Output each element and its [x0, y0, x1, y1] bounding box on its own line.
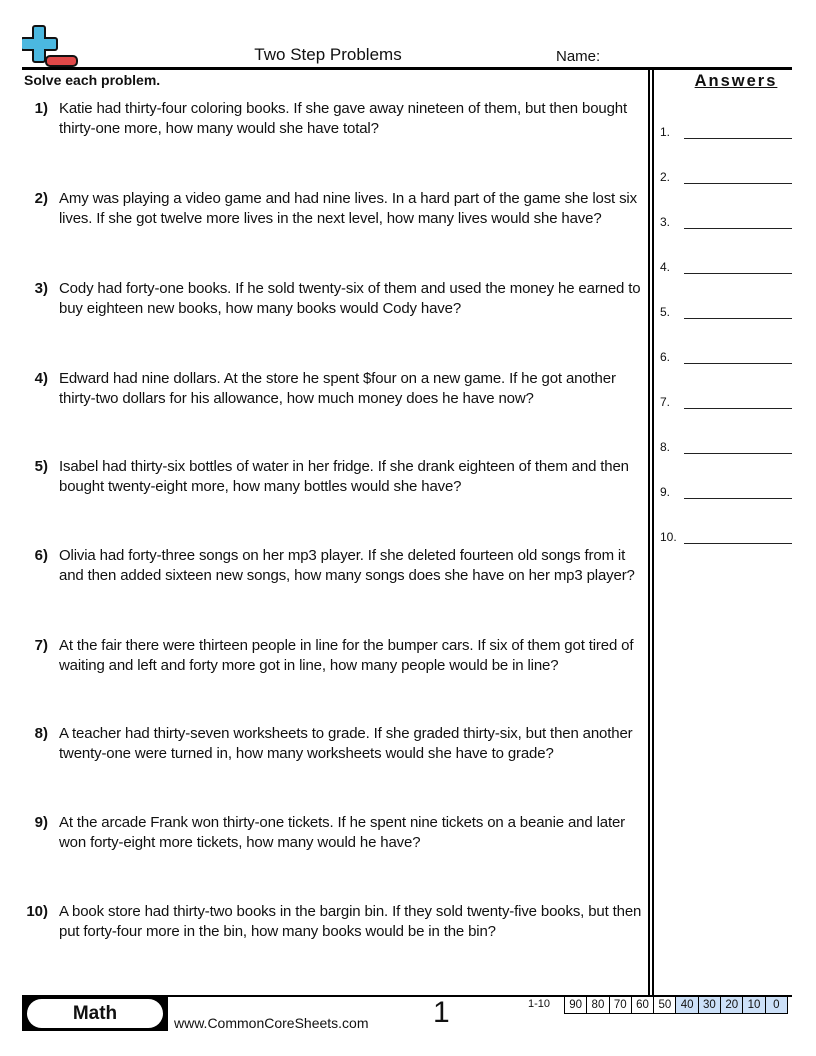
answer-number: 8.: [660, 440, 671, 454]
problem-text: Isabel had thirty-six bottles of water in her fridge. If she drank eighteen of them and then bought twenty-eight more, how many bottles would she have?: [59, 458, 629, 495]
problem-text: Olivia had forty-three songs on her mp3 player. If she deleted fourteen old songs from it and then added sixteen new songs, how many songs does she have on her mp3 player?: [59, 547, 635, 584]
problem-number: 9): [34, 814, 48, 831]
problem-text: A teacher had thirty-seven worksheets to grade. If she graded thirty-six, but then another twenty-one were turned in, how many worksheets would she have to grade?: [59, 725, 633, 762]
answer-blank[interactable]: [684, 363, 792, 364]
problem-number: 3): [34, 280, 48, 297]
score-cell: 80: [587, 997, 609, 1013]
answer-blank[interactable]: [684, 318, 792, 319]
answer-number: 4.: [660, 260, 671, 274]
problem-number: 10): [26, 903, 48, 920]
answer-number: 3.: [660, 215, 671, 229]
problem-item: [20, 457, 648, 496]
name-label: Name:: [556, 48, 601, 65]
answer-blank[interactable]: [684, 183, 792, 184]
problem-item: [20, 189, 648, 228]
answer-number: 7.: [660, 395, 671, 409]
score-cell: 90: [565, 997, 587, 1013]
score-range-label: 1-10: [528, 998, 551, 1010]
problem-text: Edward had nine dollars. At the store he spent $four on a new game. If he got another thirty-two dollars for his allowance, how much money does he have now?: [59, 370, 616, 407]
answer-blank[interactable]: [684, 228, 792, 229]
site-url: www.CommonCoreSheets.com: [174, 1015, 369, 1031]
problem-number: 4): [34, 370, 48, 387]
subject-label: Math: [27, 999, 163, 1028]
problem-item: [20, 636, 648, 675]
answer-blank[interactable]: [684, 273, 792, 274]
score-table: [564, 996, 788, 1014]
answer-row: [660, 389, 792, 409]
answer-row: [660, 299, 792, 319]
score-cell: 50: [654, 997, 676, 1013]
answer-number: 2.: [660, 170, 671, 184]
answer-row: [660, 344, 792, 364]
problem-item: [20, 369, 648, 408]
problem-text: Cody had forty-one books. If he sold twenty-six of them and used the money he earned to buy eighteen new books, how many books would Cody have?: [59, 280, 641, 317]
problem-text: A book store had thirty-two books in the bargin bin. If they sold twenty-five books, but then put forty-four more in the bin, how many books would be in the bin?: [59, 903, 642, 940]
answer-blank[interactable]: [684, 453, 792, 454]
score-cell: 10: [743, 997, 765, 1013]
problem-number: 8): [34, 725, 48, 742]
score-cell: 70: [610, 997, 632, 1013]
problem-number: 1): [34, 100, 48, 117]
instructions: Solve each problem.: [24, 72, 161, 88]
score-cell: 60: [632, 997, 654, 1013]
score-cell: 40: [676, 997, 698, 1013]
answer-number: 9.: [660, 485, 671, 499]
problem-number: 7): [34, 637, 48, 654]
column-divider: [652, 67, 654, 995]
problem-item: [20, 902, 648, 941]
problem-number: 5): [34, 458, 48, 475]
answer-blank[interactable]: [684, 543, 792, 544]
answer-number: 5.: [660, 305, 671, 319]
header-divider: [22, 67, 792, 70]
problem-item: [20, 279, 648, 318]
score-cell: 20: [721, 997, 743, 1013]
score-cell: 0: [766, 997, 788, 1013]
answer-row: [660, 254, 792, 274]
page-number: 1: [433, 996, 450, 1029]
answer-number: 6.: [660, 350, 671, 364]
problem-text: At the fair there were thirteen people in line for the bumper cars. If six of them got tired of waiting and left and forty more got in line, how many people would be in line?: [59, 637, 634, 674]
problem-item: [20, 546, 648, 585]
answer-blank[interactable]: [684, 498, 792, 499]
answer-number: 10.: [660, 530, 677, 544]
column-divider: [648, 67, 650, 995]
score-cell: 30: [699, 997, 721, 1013]
problem-item: [20, 99, 648, 138]
problem-item: [20, 813, 648, 852]
answer-row: [660, 479, 792, 499]
answer-blank[interactable]: [684, 138, 792, 139]
problem-text: Amy was playing a video game and had nine lives. In a hard part of the game she lost six lives. If she got twelve more lives in the next level, how many lives would she have?: [59, 190, 637, 227]
answer-row: [660, 524, 792, 544]
answers-heading: Answers: [694, 72, 778, 90]
answer-blank[interactable]: [684, 408, 792, 409]
problem-number: 2): [34, 190, 48, 207]
title-text: Two Step Problems: [254, 45, 402, 64]
answer-row: [660, 164, 792, 184]
problem-number: 6): [34, 547, 48, 564]
answer-row: [660, 434, 792, 454]
problem-item: [20, 724, 648, 763]
answer-number: 1.: [660, 125, 671, 139]
problem-text: Katie had thirty-four coloring books. If she gave away nineteen of them, but then bought thirty-one more, how many would she have total?: [59, 100, 627, 137]
answer-row: [660, 209, 792, 229]
answer-row: [660, 119, 792, 139]
problem-text: At the arcade Frank won thirty-one tickets. If he spent nine tickets on a beanie and later won forty-eight more tickets, how many would he have?: [59, 814, 625, 851]
